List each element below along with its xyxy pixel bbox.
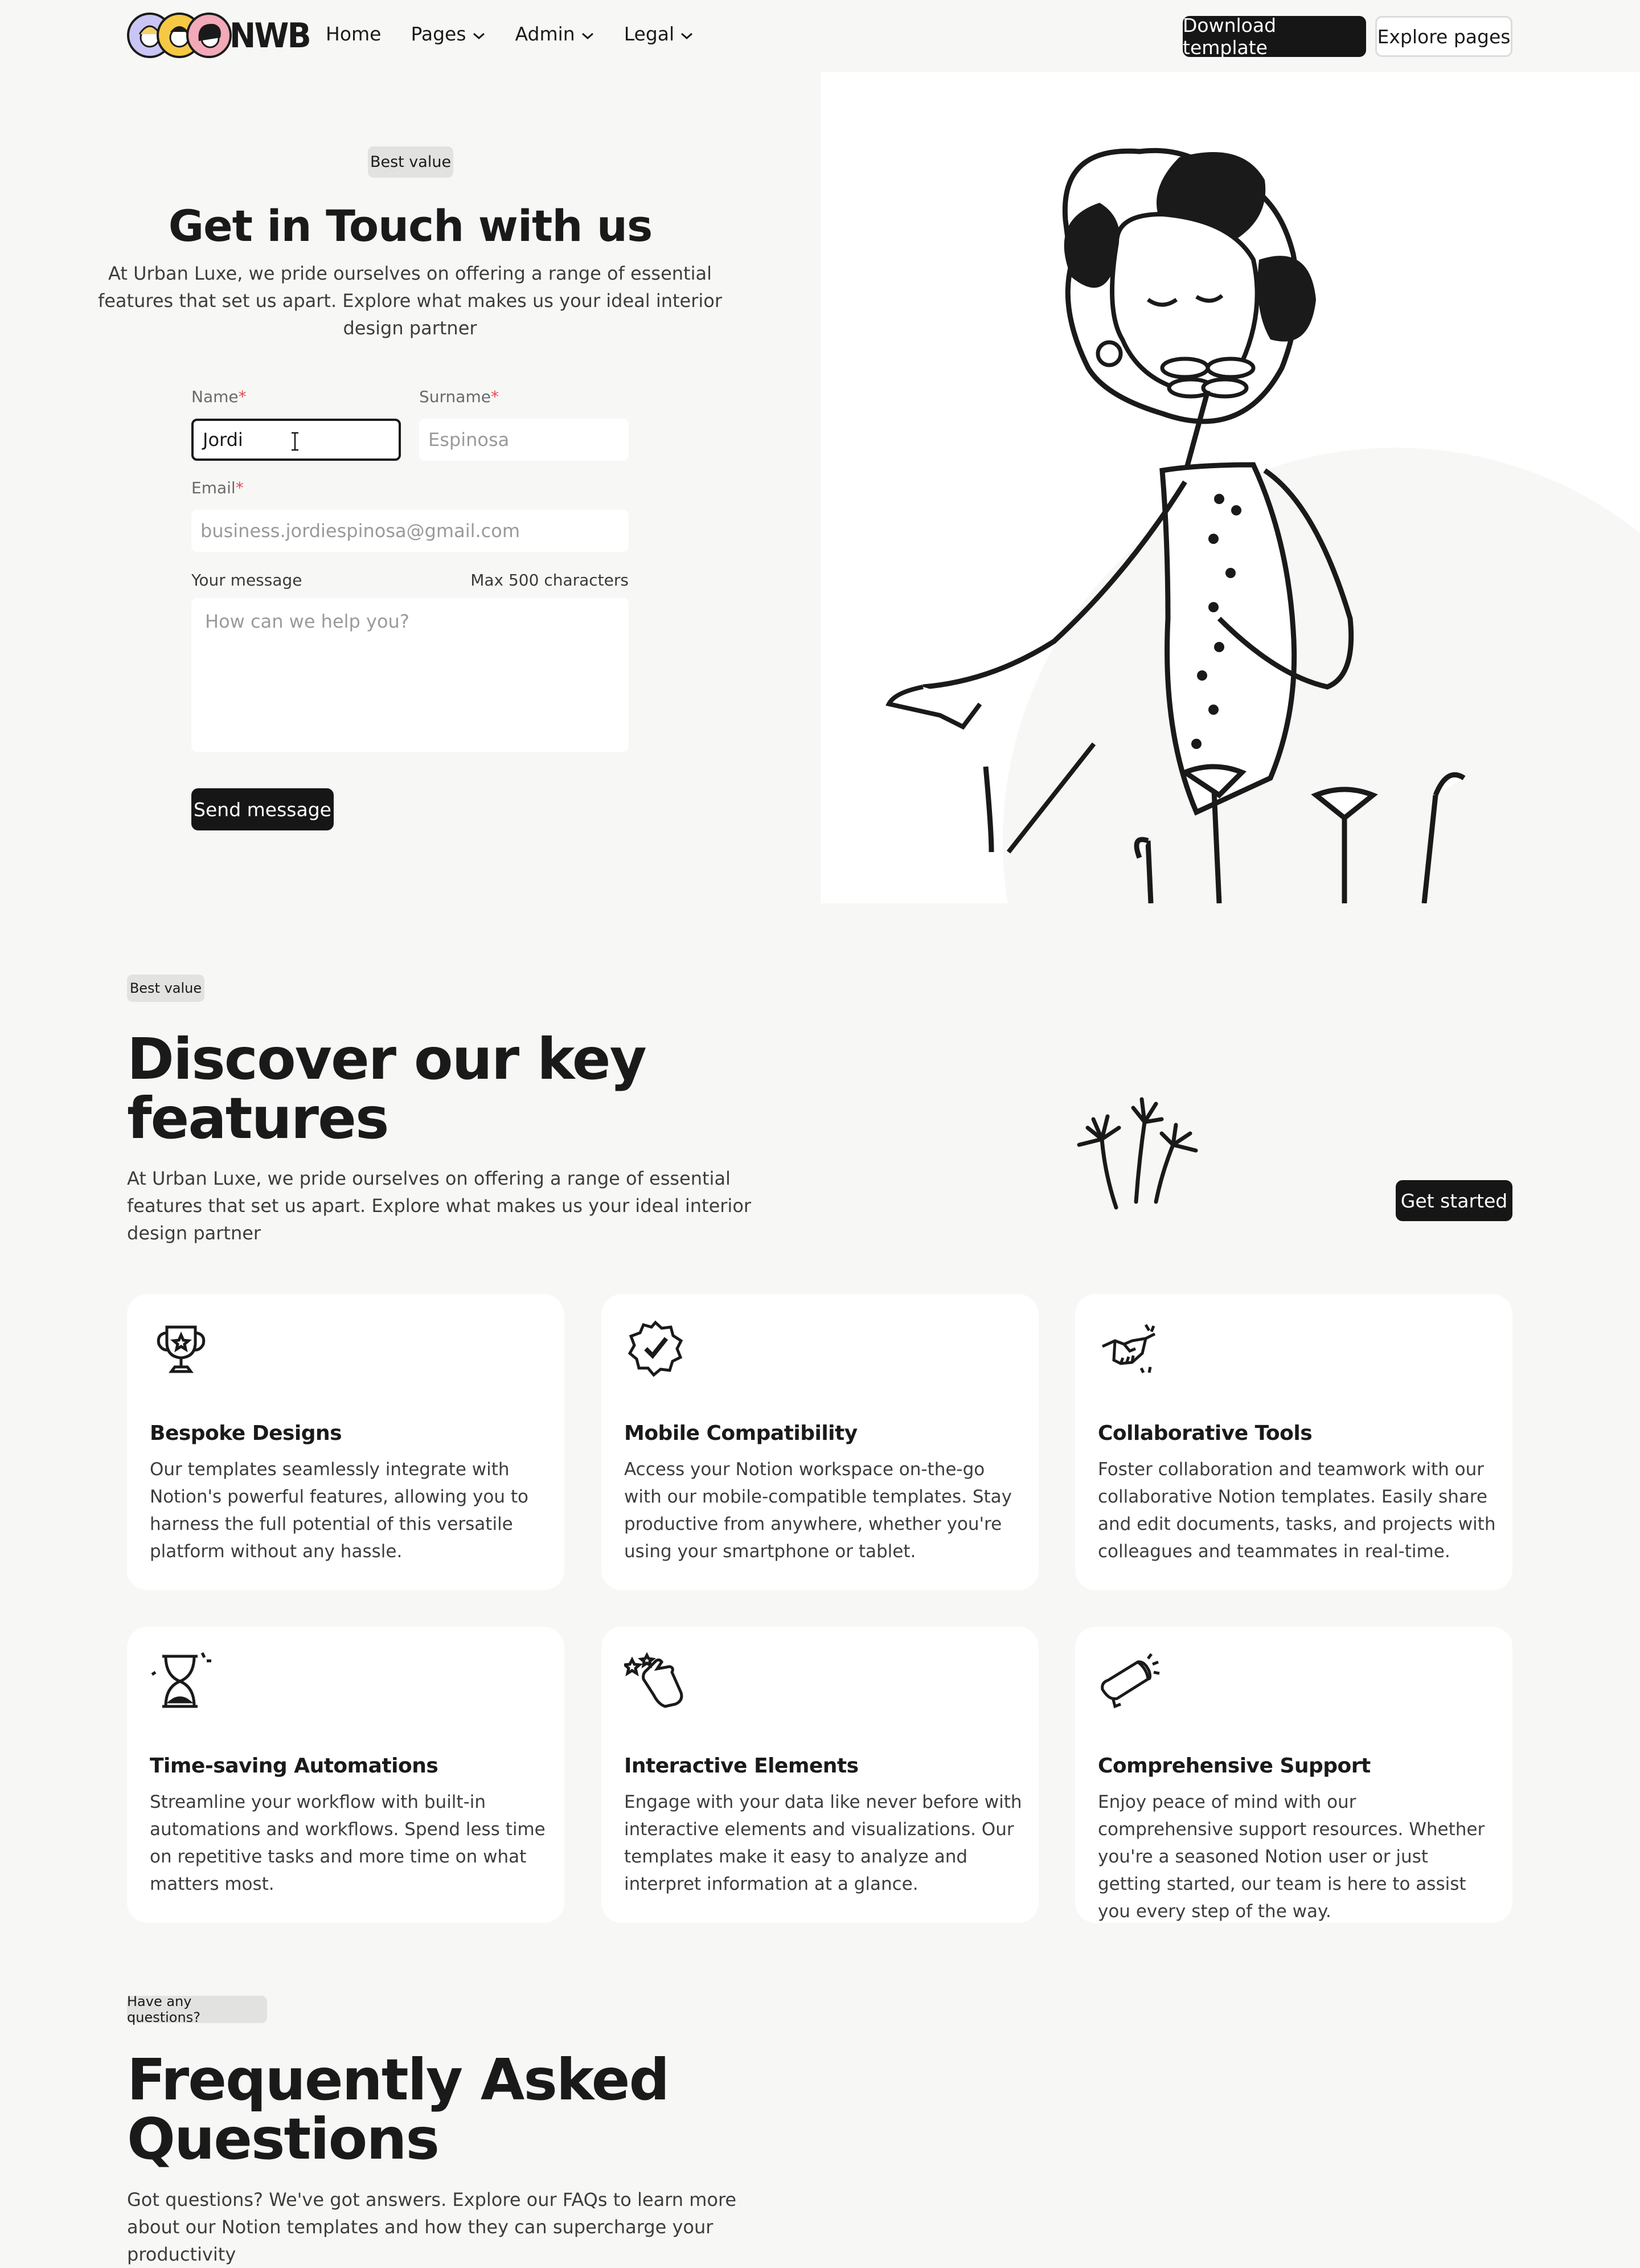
feature-card xyxy=(127,1627,564,1923)
chevron-down-icon xyxy=(680,23,694,45)
handshake-icon xyxy=(1098,1317,1161,1379)
feature-card xyxy=(601,1294,1039,1590)
name-label: Name* xyxy=(191,387,247,406)
nav-label: Pages xyxy=(411,23,466,45)
nav-admin[interactable] xyxy=(515,23,594,45)
page-title: Get in Touch with us xyxy=(168,200,653,251)
feature-title: Comprehensive Support xyxy=(1098,1754,1371,1778)
message-textarea[interactable]: How can we help you? xyxy=(191,598,629,752)
main-nav xyxy=(326,23,723,45)
faq-subtitle: Got questions? We've got answers. Explore our FAQs to learn more about our Notion templates and how they can supercharge your productivity xyxy=(127,2189,737,2265)
explore-pages-button[interactable]: Explore pages xyxy=(1375,16,1512,57)
chevron-down-icon xyxy=(581,23,594,45)
feature-title: Interactive Elements xyxy=(624,1754,859,1778)
hourglass-icon xyxy=(150,1649,212,1712)
name-field[interactable] xyxy=(191,419,401,461)
page-subtitle: At Urban Luxe, we pride ourselves on offering a range of essential features that set us apart. Explore what makes us your ideal interior design partner xyxy=(97,263,723,339)
feature-description: Access your Notion workspace on-the-go with our mobile-compatible templates. Stay productive from anywhere, whether you're using your smartphone or tablet. xyxy=(624,1459,1012,1562)
trophy-icon xyxy=(150,1317,212,1379)
pointer-hand-icon xyxy=(624,1649,687,1712)
brand-wordmark: NWB xyxy=(229,16,310,56)
faq-title xyxy=(127,2046,669,2172)
avatar-group xyxy=(127,11,229,60)
feature-card xyxy=(1075,1627,1512,1923)
text-cursor-icon xyxy=(289,431,301,456)
send-message-button[interactable]: Send message xyxy=(191,788,334,830)
section-title-line: Discover our key xyxy=(127,1026,646,1092)
feature-card xyxy=(601,1627,1039,1923)
hero-illustration-panel xyxy=(821,72,1640,903)
name-field-value: Jordi xyxy=(203,429,243,451)
surname-field[interactable]: Espinosa xyxy=(419,419,629,461)
message-label: Your message xyxy=(191,571,302,589)
feature-title: Bespoke Designs xyxy=(150,1422,342,1445)
surname-label: Surname* xyxy=(419,387,499,406)
faq-badge: Have any questions? xyxy=(127,1996,267,2023)
feature-description: Our templates seamlessly integrate with Notion's powerful features, allowing you to harness the full potential of this versatile platform without any hassle. xyxy=(150,1459,528,1562)
nav-home[interactable] xyxy=(326,23,381,45)
top-navigation xyxy=(0,0,1640,72)
feature-description: Streamline your workflow with built-in automations and workflows. Spend less time on repetitive tasks and more time on what matters most. xyxy=(150,1792,546,1894)
nav-label: Admin xyxy=(515,23,575,45)
message-limit: Max 500 characters xyxy=(470,571,629,589)
woman-smelling-flower-illustration xyxy=(821,72,1640,903)
feature-card xyxy=(1075,1294,1512,1590)
nav-legal[interactable] xyxy=(624,23,694,45)
section-title-line: features xyxy=(127,1085,388,1152)
feature-title: Mobile Compatibility xyxy=(624,1422,858,1445)
avatar xyxy=(186,13,232,58)
feature-description: Engage with your data like never before with interactive elements and visualizations. Our templates make it easy to analyze and interpret information at a glance. xyxy=(624,1792,1022,1894)
faq-title-line: Questions xyxy=(127,2106,439,2172)
nav-pages[interactable] xyxy=(411,23,485,45)
best-value-badge: Best value xyxy=(368,146,453,178)
email-field[interactable]: business.jordiespinosa@gmail.com xyxy=(191,510,629,552)
brand-logo[interactable] xyxy=(127,11,317,60)
email-label: Email* xyxy=(191,478,244,497)
feature-description: Foster collaboration and teamwork with our collaborative Notion templates. Easily share and edit documents, tasks, and projects with colleagues and teammates in real-time. xyxy=(1098,1459,1496,1562)
feature-description: Enjoy peace of mind with our comprehensive support resources. Whether you're a seasoned Notion user or just getting started, our team is here to assist you every step of the way. xyxy=(1098,1792,1485,1922)
verified-badge-icon xyxy=(624,1317,687,1379)
nav-label: Legal xyxy=(624,23,675,45)
megaphone-icon xyxy=(1098,1649,1161,1712)
feature-title: Collaborative Tools xyxy=(1098,1422,1313,1445)
section-subtitle: At Urban Luxe, we pride ourselves on offering a range of essential features that set us apart. Explore what makes us your ideal interior design partner xyxy=(127,1168,752,1244)
nav-label: Home xyxy=(326,23,382,45)
chevron-down-icon xyxy=(472,23,486,45)
faq-title-line: Frequently Asked xyxy=(127,2046,669,2113)
best-value-badge: Best value xyxy=(127,975,204,1002)
feature-card xyxy=(127,1294,564,1590)
feature-title: Time-saving Automations xyxy=(150,1754,438,1778)
fireworks-illustration xyxy=(1071,1088,1207,1213)
get-started-button[interactable]: Get started xyxy=(1396,1180,1512,1221)
section-title xyxy=(127,1026,646,1152)
download-template-button[interactable]: Download template xyxy=(1183,16,1366,57)
